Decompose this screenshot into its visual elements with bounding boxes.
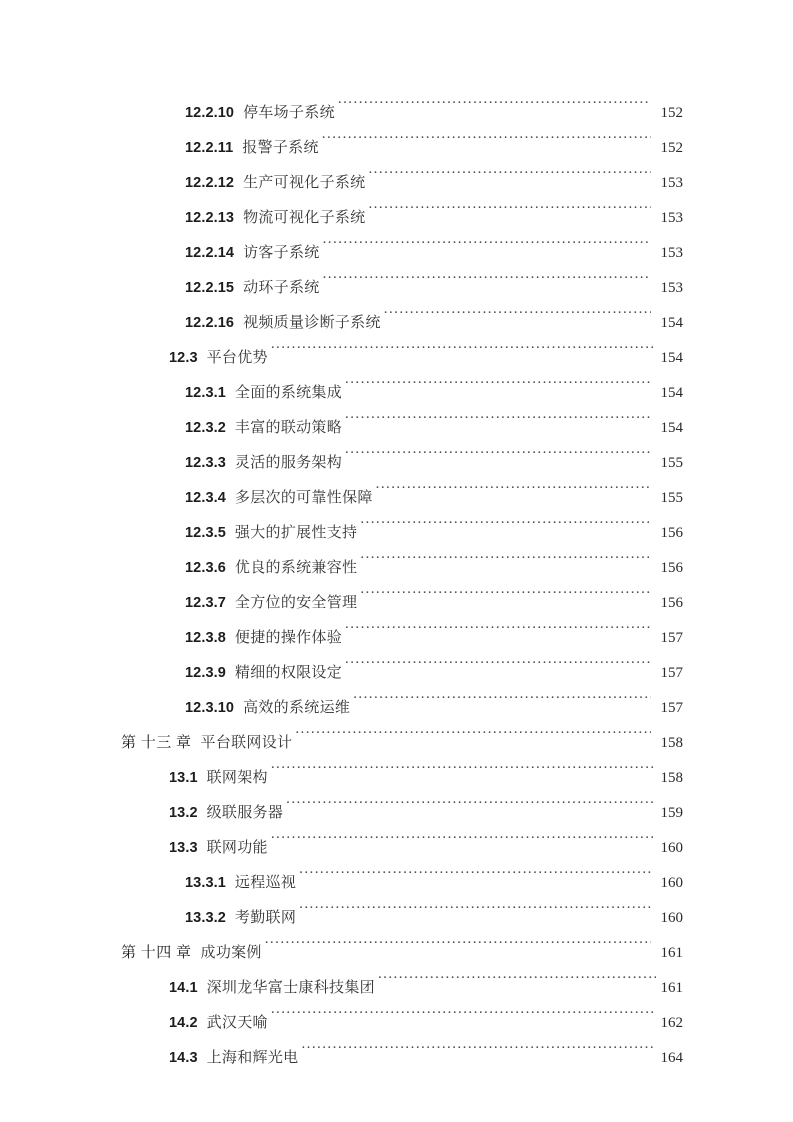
toc-dot-leader [299, 871, 651, 887]
toc-entry-title: 成功案例 [200, 945, 262, 961]
toc-entry-number: 14.3 [169, 1050, 198, 1066]
toc-entry-title: 联网架构 [206, 770, 268, 786]
toc-dot-leader [384, 311, 651, 327]
toc-entry[interactable] [0, 1006, 793, 1041]
toc-entry-number: 12.2.12 [185, 175, 235, 191]
toc-dot-leader [323, 276, 651, 292]
toc-entry[interactable] [0, 201, 793, 236]
toc-entry-page-number: 157 [660, 665, 683, 681]
toc-dot-leader [338, 101, 651, 117]
toc-dot-leader [376, 486, 651, 502]
toc-entry-page-number: 160 [660, 910, 683, 926]
toc-entry-title: 动环子系统 [243, 280, 320, 296]
toc-entry[interactable] [0, 446, 793, 481]
toc-dot-leader [271, 836, 656, 852]
toc-entry-title: 物流可视化子系统 [243, 210, 366, 226]
toc-entry[interactable] [0, 691, 793, 726]
toc-entry-page-number: 154 [660, 420, 683, 436]
toc-dot-leader [360, 521, 651, 537]
toc-entry[interactable] [0, 376, 793, 411]
toc-entry-number: 12.3.2 [185, 420, 226, 436]
toc-entry-page-number: 153 [660, 245, 683, 261]
toc-entry[interactable] [0, 96, 793, 131]
toc-entry-title: 平台联网设计 [200, 735, 293, 751]
toc-dot-leader [368, 171, 651, 187]
toc-entry-number: 第 十四 章 [121, 945, 192, 961]
toc-entry-page-number: 154 [660, 350, 683, 366]
toc-entry-number: 12.3.6 [185, 560, 226, 576]
toc-dot-leader [360, 556, 651, 572]
toc-dot-leader [271, 766, 656, 782]
toc-dot-leader [345, 661, 651, 677]
toc-entry-page-number: 162 [660, 1015, 683, 1031]
toc-entry-page-number: 158 [660, 735, 683, 751]
toc-entry-number: 13.3.1 [185, 875, 226, 891]
toc-entry-title: 便捷的操作体验 [234, 630, 343, 646]
toc-entry-page-number: 154 [660, 385, 683, 401]
toc-entry-number: 12.3.8 [185, 630, 226, 646]
toc-entry-title: 灵活的服务架构 [234, 455, 343, 471]
toc-dot-leader [378, 976, 656, 992]
toc-entry-title: 停车场子系统 [243, 105, 335, 121]
toc-entry[interactable] [0, 621, 793, 656]
toc-entry-page-number: 159 [660, 805, 683, 821]
toc-entry[interactable] [0, 831, 793, 866]
toc-entry[interactable] [0, 866, 793, 901]
toc-dot-leader [322, 136, 651, 152]
toc-entry[interactable] [0, 656, 793, 691]
toc-entry-number: 12.2.10 [185, 105, 235, 121]
toc-dot-leader [345, 626, 651, 642]
toc-entry[interactable] [0, 481, 793, 516]
toc-entry[interactable] [0, 341, 793, 376]
toc-dot-leader [353, 696, 651, 712]
toc-entry-title: 强大的扩展性支持 [234, 525, 358, 541]
toc-entry-page-number: 155 [660, 490, 683, 506]
toc-entry-number: 12.3.10 [185, 700, 235, 716]
toc-entry-title: 远程巡视 [234, 875, 297, 891]
toc-entry-number: 14.1 [169, 980, 198, 996]
toc-entry-number: 12.2.11 [185, 140, 234, 156]
toc-entry-title: 报警子系统 [242, 140, 319, 156]
toc-entry-number: 13.3 [169, 840, 198, 856]
toc-entry[interactable] [0, 1041, 793, 1076]
toc-entry-number: 14.2 [169, 1015, 198, 1031]
toc-entry-title: 丰富的联动策略 [234, 420, 343, 436]
toc-entry-title: 武汉天喻 [206, 1015, 268, 1031]
toc-entry-page-number: 156 [660, 525, 683, 541]
toc-entry[interactable] [0, 271, 793, 306]
toc-entry-number: 12.3.4 [185, 490, 226, 506]
toc-entry-page-number: 164 [660, 1050, 683, 1066]
toc-entry-title: 考勤联网 [234, 910, 297, 926]
toc-entry-title: 平台优势 [206, 350, 268, 366]
toc-entry-title: 视频质量诊断子系统 [243, 315, 381, 331]
toc-entry-page-number: 160 [660, 875, 683, 891]
toc-entry-title: 精细的权限设定 [234, 665, 343, 681]
toc-entry-title: 多层次的可靠性保障 [234, 490, 373, 506]
toc-dot-leader [286, 801, 656, 817]
toc-entry-page-number: 153 [660, 175, 683, 191]
toc-entry-number: 12.3.7 [185, 595, 226, 611]
toc-entry[interactable] [0, 411, 793, 446]
toc-entry-number: 12.2.14 [185, 245, 235, 261]
toc-dot-leader [345, 381, 651, 397]
toc-dot-leader [299, 906, 651, 922]
toc-entry-page-number: 155 [660, 455, 683, 471]
toc-dot-leader [345, 451, 651, 467]
toc-entry[interactable] [0, 971, 793, 1006]
toc-entry-page-number: 157 [660, 630, 683, 646]
toc-entry-title: 深圳龙华富士康科技集团 [206, 980, 375, 996]
toc-entry-title: 生产可视化子系统 [243, 175, 366, 191]
toc-entry-page-number: 160 [660, 840, 683, 856]
toc-dot-leader [271, 346, 656, 362]
toc-dot-leader [345, 416, 651, 432]
toc-dot-leader [368, 206, 651, 222]
toc-dot-leader [360, 591, 651, 607]
toc-entry[interactable] [0, 166, 793, 201]
toc-entry-number: 12.3 [169, 350, 198, 366]
toc-entry[interactable] [0, 131, 793, 166]
toc-entry-page-number: 156 [660, 560, 683, 576]
toc-entry-page-number: 153 [660, 280, 683, 296]
toc-entry[interactable] [0, 796, 793, 831]
toc-entry-number: 13.2 [169, 805, 198, 821]
toc-entry[interactable] [0, 306, 793, 341]
toc-entry-page-number: 161 [660, 980, 683, 996]
toc-entry-page-number: 152 [660, 140, 683, 156]
toc-entry-number: 12.2.13 [185, 210, 235, 226]
table-of-contents [0, 96, 793, 1076]
toc-entry-page-number: 152 [660, 105, 683, 121]
toc-entry-number: 12.2.16 [185, 315, 235, 331]
toc-entry-page-number: 157 [660, 700, 683, 716]
toc-entry-page-number: 154 [660, 315, 683, 331]
toc-entry-page-number: 161 [660, 945, 683, 961]
toc-entry-number: 12.3.3 [185, 455, 226, 471]
toc-entry-title: 高效的系统运维 [243, 700, 351, 716]
toc-entry-number: 13.3.2 [185, 910, 226, 926]
toc-entry-number: 12.3.1 [185, 385, 226, 401]
toc-entry[interactable] [0, 551, 793, 586]
toc-entry[interactable] [0, 936, 793, 971]
toc-entry-title: 级联服务器 [206, 805, 284, 821]
toc-entry-title: 访客子系统 [243, 245, 320, 261]
toc-entry[interactable] [0, 516, 793, 551]
toc-entry-title: 全面的系统集成 [234, 385, 343, 401]
toc-entry-title: 联网功能 [206, 840, 268, 856]
toc-dot-leader [295, 731, 651, 747]
toc-dot-leader [271, 1011, 656, 1027]
toc-entry-title: 上海和辉光电 [206, 1050, 299, 1066]
toc-entry[interactable] [0, 726, 793, 761]
toc-entry-title: 全方位的安全管理 [234, 595, 358, 611]
toc-entry-number: 第 十三 章 [121, 735, 192, 751]
toc-entry-number: 13.1 [169, 770, 198, 786]
toc-dot-leader [301, 1046, 656, 1062]
toc-entry[interactable] [0, 901, 793, 936]
toc-entry[interactable] [0, 761, 793, 796]
toc-dot-leader [323, 241, 651, 257]
toc-entry[interactable] [0, 236, 793, 271]
toc-entry[interactable] [0, 586, 793, 621]
toc-entry-page-number: 156 [660, 595, 683, 611]
toc-entry-number: 12.2.15 [185, 280, 235, 296]
toc-entry-number: 12.3.5 [185, 525, 226, 541]
toc-entry-page-number: 158 [660, 770, 683, 786]
toc-entry-number: 12.3.9 [185, 665, 226, 681]
toc-entry-title: 优良的系统兼容性 [234, 560, 358, 576]
toc-dot-leader [265, 941, 651, 957]
toc-entry-page-number: 153 [660, 210, 683, 226]
